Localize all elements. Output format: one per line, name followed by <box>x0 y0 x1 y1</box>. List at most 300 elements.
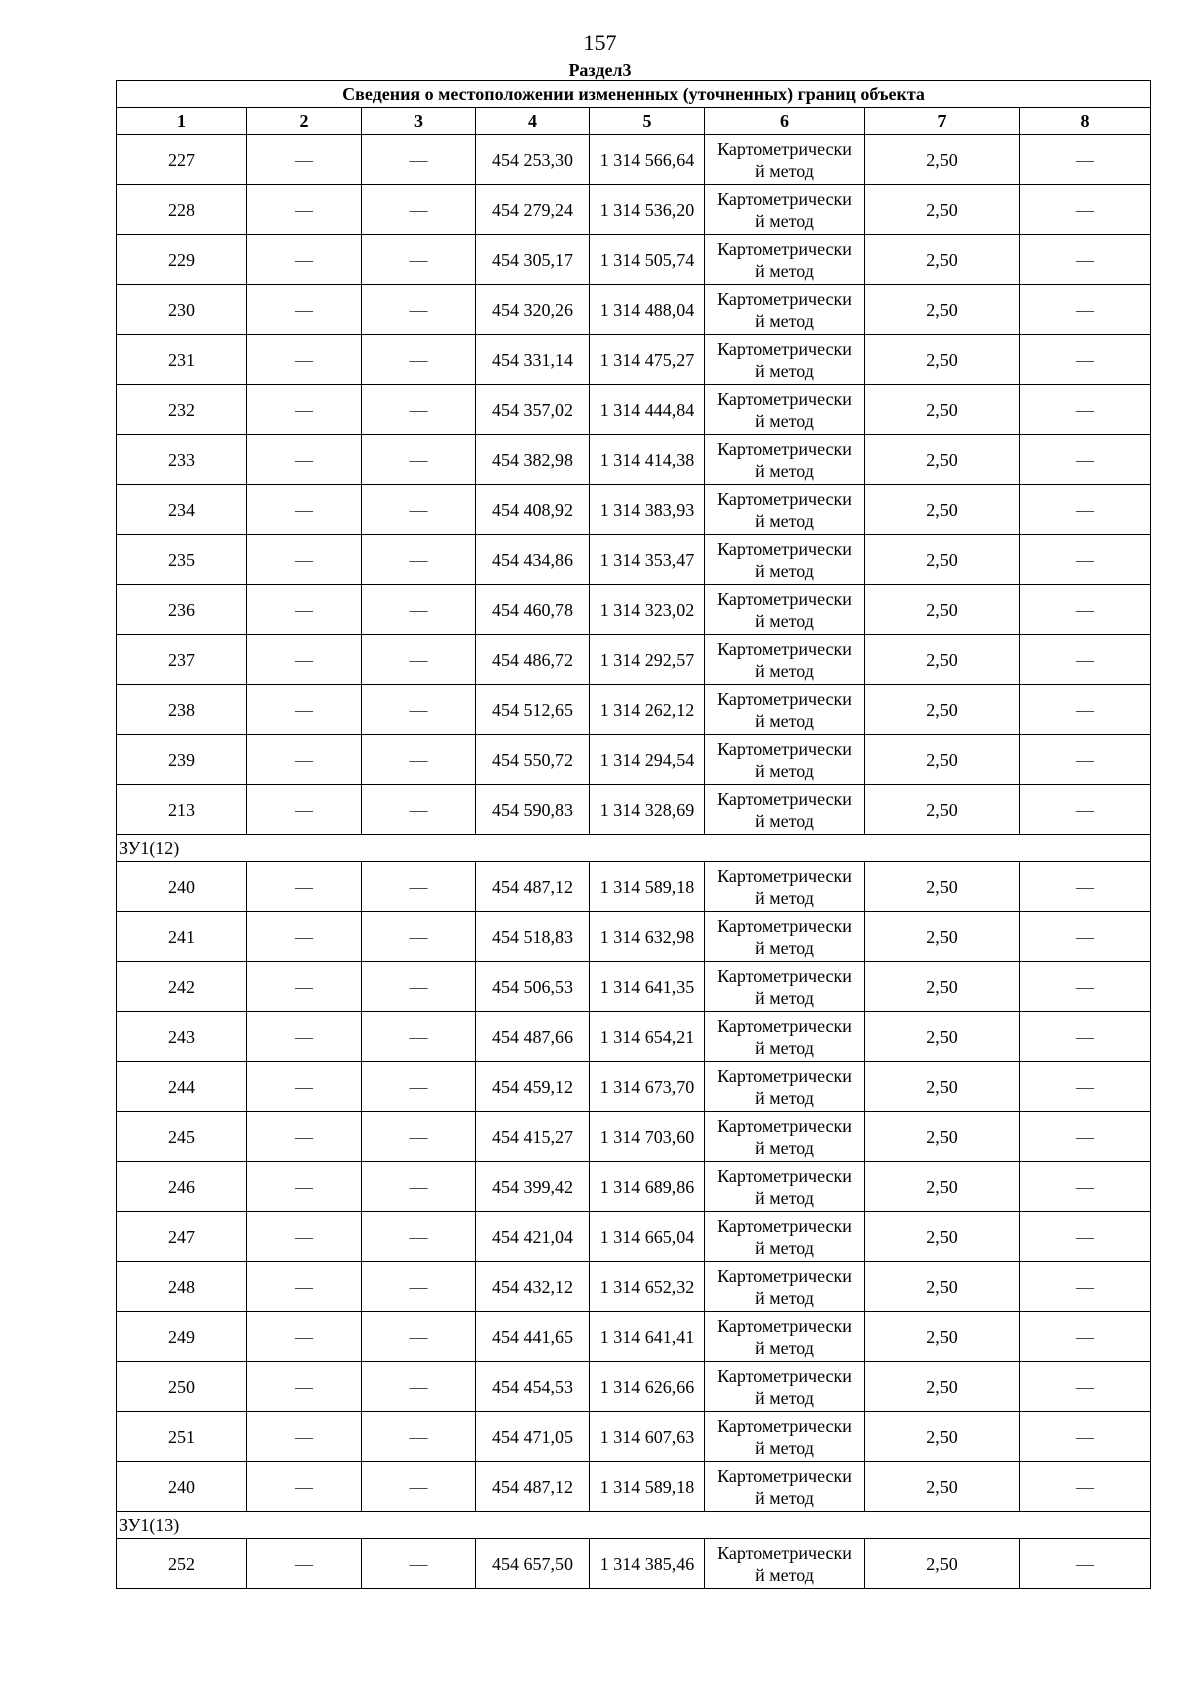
accuracy-cell: 2,50 <box>865 1212 1020 1262</box>
accuracy-cell: 2,50 <box>865 285 1020 335</box>
dash-cell: — <box>247 1012 362 1062</box>
dash-cell: — <box>247 335 362 385</box>
section-label: Раздел3 <box>568 60 632 80</box>
point-number-cell: 238 <box>117 685 247 735</box>
x-coordinate-cell: 454 471,05 <box>476 1412 590 1462</box>
accuracy-cell: 2,50 <box>865 1312 1020 1362</box>
point-number-cell: 240 <box>117 862 247 912</box>
dash-cell: — <box>362 585 476 635</box>
table-caption: Сведения о местоположении измененных (уточненных) границ объекта <box>117 81 1151 108</box>
dash-cell: — <box>247 735 362 785</box>
accuracy-cell: 2,50 <box>865 335 1020 385</box>
dash-cell: — <box>247 962 362 1012</box>
method-line: й метод <box>755 810 814 831</box>
table-row <box>117 912 1151 962</box>
point-number-cell: 243 <box>117 1012 247 1062</box>
x-coordinate-cell: 454 441,65 <box>476 1312 590 1362</box>
dash-cell: — <box>247 485 362 535</box>
x-coordinate-cell: 454 331,14 <box>476 335 590 385</box>
dash-cell: — <box>1020 912 1151 962</box>
dash-cell: — <box>247 785 362 835</box>
table-row <box>117 135 1151 185</box>
y-coordinate-cell: 1 314 641,41 <box>590 1312 705 1362</box>
method-line: й метод <box>755 1387 814 1408</box>
table-row <box>117 1012 1151 1062</box>
method-line: Картометрически <box>717 1465 852 1486</box>
method-line: й метод <box>755 660 814 681</box>
method-line: й метод <box>755 310 814 331</box>
method-line: Картометрически <box>717 538 852 559</box>
y-coordinate-cell: 1 314 444,84 <box>590 385 705 435</box>
point-number-cell: 231 <box>117 335 247 385</box>
dash-cell: — <box>1020 335 1151 385</box>
method-line: й метод <box>755 1337 814 1358</box>
dash-cell: — <box>362 685 476 735</box>
dash-cell: — <box>362 635 476 685</box>
method-cell <box>705 1412 865 1462</box>
point-number-cell: 246 <box>117 1162 247 1212</box>
x-coordinate-cell: 454 253,30 <box>476 135 590 185</box>
method-cell <box>705 535 865 585</box>
page-number: 157 <box>583 30 617 55</box>
method-line: й метод <box>755 887 814 908</box>
dash-cell: — <box>362 1212 476 1262</box>
dash-cell: — <box>247 1112 362 1162</box>
method-cell <box>705 635 865 685</box>
method-cell <box>705 485 865 535</box>
x-coordinate-cell: 454 408,92 <box>476 485 590 535</box>
x-coordinate-cell: 454 432,12 <box>476 1262 590 1312</box>
point-number-cell: 249 <box>117 1312 247 1362</box>
y-coordinate-cell: 1 314 626,66 <box>590 1362 705 1412</box>
dash-cell: — <box>362 962 476 1012</box>
method-line: й метод <box>755 460 814 481</box>
dash-cell: — <box>247 1062 362 1112</box>
method-cell <box>705 585 865 635</box>
dash-cell: — <box>1020 185 1151 235</box>
group-label: ЗУ1(13) <box>117 1512 1151 1539</box>
accuracy-cell: 2,50 <box>865 1162 1020 1212</box>
y-coordinate-cell: 1 314 505,74 <box>590 235 705 285</box>
method-cell <box>705 1312 865 1362</box>
dash-cell: — <box>247 1362 362 1412</box>
column-number: 2 <box>247 108 362 135</box>
dash-cell: — <box>1020 1362 1151 1412</box>
table-row <box>117 1362 1151 1412</box>
point-number-cell: 234 <box>117 485 247 535</box>
accuracy-cell: 2,50 <box>865 1462 1020 1512</box>
dash-cell: — <box>362 285 476 335</box>
point-number-cell: 252 <box>117 1539 247 1589</box>
dash-cell: — <box>1020 635 1151 685</box>
point-number-cell: 247 <box>117 1212 247 1262</box>
y-coordinate-cell: 1 314 607,63 <box>590 1412 705 1462</box>
point-number-cell: 241 <box>117 912 247 962</box>
x-coordinate-cell: 454 487,12 <box>476 862 590 912</box>
method-cell <box>705 1162 865 1212</box>
x-coordinate-cell: 454 590,83 <box>476 785 590 835</box>
method-line: Картометрически <box>717 1115 852 1136</box>
column-number: 6 <box>705 108 865 135</box>
y-coordinate-cell: 1 314 262,12 <box>590 685 705 735</box>
point-number-cell: 232 <box>117 385 247 435</box>
point-number-cell: 251 <box>117 1412 247 1462</box>
method-line: й метод <box>755 1087 814 1108</box>
x-coordinate-cell: 454 279,24 <box>476 185 590 235</box>
dash-cell: — <box>1020 1312 1151 1362</box>
x-coordinate-cell: 454 421,04 <box>476 1212 590 1262</box>
y-coordinate-cell: 1 314 632,98 <box>590 912 705 962</box>
column-number: 3 <box>362 108 476 135</box>
table-row <box>117 685 1151 735</box>
method-cell <box>705 335 865 385</box>
x-coordinate-cell: 454 460,78 <box>476 585 590 635</box>
accuracy-cell: 2,50 <box>865 1362 1020 1412</box>
method-line: й метод <box>755 1287 814 1308</box>
point-number-cell: 242 <box>117 962 247 1012</box>
method-line: Картометрически <box>717 388 852 409</box>
table-row <box>117 1412 1151 1462</box>
method-cell <box>705 735 865 785</box>
point-number-cell: 230 <box>117 285 247 335</box>
group-header-row <box>117 1512 1151 1539</box>
accuracy-cell: 2,50 <box>865 735 1020 785</box>
accuracy-cell: 2,50 <box>865 385 1020 435</box>
dash-cell: — <box>1020 535 1151 585</box>
method-line: Картометрически <box>717 288 852 309</box>
y-coordinate-cell: 1 314 566,64 <box>590 135 705 185</box>
dash-cell: — <box>362 235 476 285</box>
dash-cell: — <box>362 1412 476 1462</box>
table-row <box>117 435 1151 485</box>
table-row <box>117 535 1151 585</box>
method-line: й метод <box>755 260 814 281</box>
table-row <box>117 185 1151 235</box>
x-coordinate-cell: 454 454,53 <box>476 1362 590 1412</box>
table-row <box>117 785 1151 835</box>
method-line: й метод <box>755 1037 814 1058</box>
dash-cell: — <box>1020 1539 1151 1589</box>
dash-cell: — <box>362 1462 476 1512</box>
method-cell <box>705 685 865 735</box>
method-line: й метод <box>755 987 814 1008</box>
dash-cell: — <box>1020 585 1151 635</box>
dash-cell: — <box>247 285 362 335</box>
point-number-cell: 236 <box>117 585 247 635</box>
dash-cell: — <box>1020 385 1151 435</box>
y-coordinate-cell: 1 314 294,54 <box>590 735 705 785</box>
method-line: й метод <box>755 1237 814 1258</box>
dash-cell: — <box>362 1539 476 1589</box>
method-line: Картометрически <box>717 138 852 159</box>
method-cell <box>705 1212 865 1262</box>
method-cell <box>705 1112 865 1162</box>
y-coordinate-cell: 1 314 328,69 <box>590 785 705 835</box>
method-line: й метод <box>755 360 814 381</box>
table-row <box>117 235 1151 285</box>
x-coordinate-cell: 454 382,98 <box>476 435 590 485</box>
dash-cell: — <box>1020 1412 1151 1462</box>
table-row <box>117 1062 1151 1112</box>
x-coordinate-cell: 454 512,65 <box>476 685 590 735</box>
dash-cell: — <box>1020 735 1151 785</box>
method-line: й метод <box>755 1487 814 1508</box>
table-row <box>117 635 1151 685</box>
dash-cell: — <box>362 1162 476 1212</box>
dash-cell: — <box>247 435 362 485</box>
y-coordinate-cell: 1 314 323,02 <box>590 585 705 635</box>
accuracy-cell: 2,50 <box>865 1412 1020 1462</box>
accuracy-cell: 2,50 <box>865 585 1020 635</box>
table-row <box>117 1312 1151 1362</box>
dash-cell: — <box>247 1262 362 1312</box>
dash-cell: — <box>1020 485 1151 535</box>
dash-cell: — <box>1020 1162 1151 1212</box>
point-number-cell: 240 <box>117 1462 247 1512</box>
y-coordinate-cell: 1 314 353,47 <box>590 535 705 585</box>
method-line: Картометрически <box>717 1542 852 1563</box>
method-line: Картометрически <box>717 1165 852 1186</box>
point-number-cell: 229 <box>117 235 247 285</box>
dash-cell: — <box>1020 1262 1151 1312</box>
point-number-cell: 244 <box>117 1062 247 1112</box>
x-coordinate-cell: 454 550,72 <box>476 735 590 785</box>
dash-cell: — <box>1020 235 1151 285</box>
method-line: Картометрически <box>717 1315 852 1336</box>
accuracy-cell: 2,50 <box>865 485 1020 535</box>
method-line: Картометрически <box>717 915 852 936</box>
method-line: й метод <box>755 510 814 531</box>
method-line: Картометрически <box>717 438 852 459</box>
method-cell <box>705 185 865 235</box>
point-number-cell: 233 <box>117 435 247 485</box>
x-coordinate-cell: 454 399,42 <box>476 1162 590 1212</box>
method-cell <box>705 1012 865 1062</box>
y-coordinate-cell: 1 314 589,18 <box>590 862 705 912</box>
dash-cell: — <box>247 635 362 685</box>
method-line: Картометрически <box>717 488 852 509</box>
method-cell <box>705 1362 865 1412</box>
dash-cell: — <box>247 135 362 185</box>
column-number: 4 <box>476 108 590 135</box>
dash-cell: — <box>247 1312 362 1362</box>
accuracy-cell: 2,50 <box>865 912 1020 962</box>
method-cell <box>705 862 865 912</box>
dash-cell: — <box>247 385 362 435</box>
dash-cell: — <box>362 1112 476 1162</box>
dash-cell: — <box>247 685 362 735</box>
point-number-cell: 245 <box>117 1112 247 1162</box>
method-line: Картометрически <box>717 688 852 709</box>
table-row <box>117 1462 1151 1512</box>
boundary-coordinates-table <box>116 80 1151 1589</box>
method-line: Картометрически <box>717 238 852 259</box>
dash-cell: — <box>1020 135 1151 185</box>
method-line: Картометрически <box>717 1365 852 1386</box>
method-cell <box>705 962 865 1012</box>
dash-cell: — <box>247 1162 362 1212</box>
point-number-cell: 213 <box>117 785 247 835</box>
accuracy-cell: 2,50 <box>865 435 1020 485</box>
table-row <box>117 962 1151 1012</box>
method-line: й метод <box>755 160 814 181</box>
dash-cell: — <box>247 1539 362 1589</box>
accuracy-cell: 2,50 <box>865 135 1020 185</box>
x-coordinate-cell: 454 357,02 <box>476 385 590 435</box>
column-number: 7 <box>865 108 1020 135</box>
method-cell <box>705 435 865 485</box>
dash-cell: — <box>362 535 476 585</box>
method-line: Картометрически <box>717 638 852 659</box>
method-line: Картометрически <box>717 1065 852 1086</box>
method-line: й метод <box>755 610 814 631</box>
y-coordinate-cell: 1 314 689,86 <box>590 1162 705 1212</box>
method-line: Картометрически <box>717 1015 852 1036</box>
dash-cell: — <box>247 862 362 912</box>
method-line: й метод <box>755 710 814 731</box>
point-number-cell: 237 <box>117 635 247 685</box>
method-cell <box>705 135 865 185</box>
dash-cell: — <box>247 185 362 235</box>
x-coordinate-cell: 454 320,26 <box>476 285 590 335</box>
x-coordinate-cell: 454 486,72 <box>476 635 590 685</box>
dash-cell: — <box>362 1012 476 1062</box>
point-number-cell: 228 <box>117 185 247 235</box>
y-coordinate-cell: 1 314 665,04 <box>590 1212 705 1262</box>
dash-cell: — <box>362 1312 476 1362</box>
method-line: Картометрически <box>717 338 852 359</box>
method-line: й метод <box>755 1564 814 1585</box>
method-line: Картометрически <box>717 1215 852 1236</box>
x-coordinate-cell: 454 434,86 <box>476 535 590 585</box>
y-coordinate-cell: 1 314 652,32 <box>590 1262 705 1312</box>
method-cell <box>705 1539 865 1589</box>
dash-cell: — <box>362 135 476 185</box>
dash-cell: — <box>362 435 476 485</box>
accuracy-cell: 2,50 <box>865 1062 1020 1112</box>
table-row <box>117 1162 1151 1212</box>
y-coordinate-cell: 1 314 673,70 <box>590 1062 705 1112</box>
dash-cell: — <box>247 585 362 635</box>
dash-cell: — <box>362 912 476 962</box>
method-line: Картометрически <box>717 1265 852 1286</box>
x-coordinate-cell: 454 459,12 <box>476 1062 590 1112</box>
y-coordinate-cell: 1 314 703,60 <box>590 1112 705 1162</box>
accuracy-cell: 2,50 <box>865 535 1020 585</box>
dash-cell: — <box>1020 785 1151 835</box>
table-row <box>117 1212 1151 1262</box>
dash-cell: — <box>1020 685 1151 735</box>
method-line: Картометрически <box>717 788 852 809</box>
dash-cell: — <box>247 1462 362 1512</box>
method-cell <box>705 385 865 435</box>
column-number: 1 <box>117 108 247 135</box>
dash-cell: — <box>362 1262 476 1312</box>
accuracy-cell: 2,50 <box>865 1539 1020 1589</box>
dash-cell: — <box>362 1362 476 1412</box>
dash-cell: — <box>247 535 362 585</box>
dash-cell: — <box>1020 285 1151 335</box>
dash-cell: — <box>362 485 476 535</box>
accuracy-cell: 2,50 <box>865 962 1020 1012</box>
point-number-cell: 250 <box>117 1362 247 1412</box>
y-coordinate-cell: 1 314 589,18 <box>590 1462 705 1512</box>
method-line: Картометрически <box>717 865 852 886</box>
method-cell <box>705 1062 865 1112</box>
dash-cell: — <box>1020 962 1151 1012</box>
x-coordinate-cell: 454 487,12 <box>476 1462 590 1512</box>
y-coordinate-cell: 1 314 641,35 <box>590 962 705 1012</box>
dash-cell: — <box>247 1212 362 1262</box>
accuracy-cell: 2,50 <box>865 185 1020 235</box>
column-number-row <box>117 108 1151 135</box>
method-line: Картометрически <box>717 1415 852 1436</box>
dash-cell: — <box>362 385 476 435</box>
group-label: ЗУ1(12) <box>117 835 1151 862</box>
method-line: й метод <box>755 937 814 958</box>
point-number-cell: 239 <box>117 735 247 785</box>
table-row <box>117 1262 1151 1312</box>
method-line: й метод <box>755 1137 814 1158</box>
dash-cell: — <box>1020 435 1151 485</box>
method-line: й метод <box>755 560 814 581</box>
table-row <box>117 735 1151 785</box>
table-row <box>117 485 1151 535</box>
method-line: Картометрически <box>717 588 852 609</box>
accuracy-cell: 2,50 <box>865 1262 1020 1312</box>
method-cell <box>705 1262 865 1312</box>
point-number-cell: 227 <box>117 135 247 185</box>
accuracy-cell: 2,50 <box>865 685 1020 735</box>
table-row <box>117 285 1151 335</box>
table-row <box>117 385 1151 435</box>
dash-cell: — <box>362 785 476 835</box>
dash-cell: — <box>1020 1112 1151 1162</box>
accuracy-cell: 2,50 <box>865 1012 1020 1062</box>
point-number-cell: 235 <box>117 535 247 585</box>
dash-cell: — <box>247 235 362 285</box>
y-coordinate-cell: 1 314 385,46 <box>590 1539 705 1589</box>
method-cell <box>705 785 865 835</box>
method-line: й метод <box>755 1187 814 1208</box>
method-cell <box>705 285 865 335</box>
y-coordinate-cell: 1 314 414,38 <box>590 435 705 485</box>
y-coordinate-cell: 1 314 475,27 <box>590 335 705 385</box>
method-line: й метод <box>755 1437 814 1458</box>
accuracy-cell: 2,50 <box>865 1112 1020 1162</box>
table-caption-row <box>117 81 1151 108</box>
table-row <box>117 585 1151 635</box>
accuracy-cell: 2,50 <box>865 785 1020 835</box>
dash-cell: — <box>362 335 476 385</box>
x-coordinate-cell: 454 415,27 <box>476 1112 590 1162</box>
dash-cell: — <box>362 1062 476 1112</box>
column-number: 5 <box>590 108 705 135</box>
y-coordinate-cell: 1 314 383,93 <box>590 485 705 535</box>
column-number: 8 <box>1020 108 1151 135</box>
dash-cell: — <box>1020 1012 1151 1062</box>
method-line: й метод <box>755 210 814 231</box>
dash-cell: — <box>362 185 476 235</box>
dash-cell: — <box>247 1412 362 1462</box>
group-header-row <box>117 835 1151 862</box>
method-line: й метод <box>755 760 814 781</box>
dash-cell: — <box>1020 1212 1151 1262</box>
table-row <box>117 1539 1151 1589</box>
y-coordinate-cell: 1 314 292,57 <box>590 635 705 685</box>
method-line: Картометрически <box>717 965 852 986</box>
x-coordinate-cell: 454 518,83 <box>476 912 590 962</box>
